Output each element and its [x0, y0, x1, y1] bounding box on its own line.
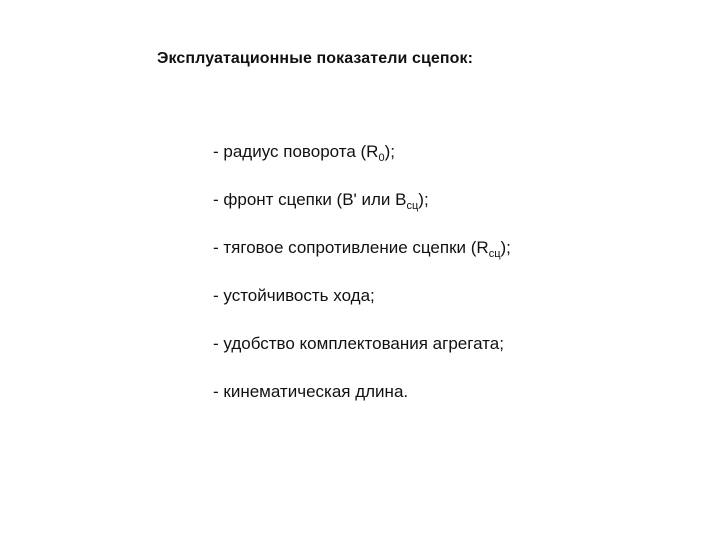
- item-text-end: );: [384, 142, 395, 161]
- item-text: - радиус поворота (R: [213, 142, 379, 161]
- item-text-end: );: [500, 238, 511, 257]
- item-subscript: сц: [488, 248, 501, 260]
- list-item-stability: [213, 286, 511, 334]
- item-text-end: );: [418, 190, 429, 209]
- slide-title: Эксплуатационные показатели сцепок:: [157, 50, 474, 67]
- item-subscript: 0: [378, 152, 385, 164]
- item-text: - устойчивость хода;: [213, 286, 375, 305]
- item-text: - удобство комплектования агрегата;: [213, 334, 504, 353]
- item-text: - фронт сцепки (B' или B: [213, 190, 407, 209]
- list-item-turning-radius: [213, 142, 511, 190]
- indicator-list: [213, 142, 511, 430]
- list-item-assembly-convenience: [213, 334, 511, 382]
- item-text: - тяговое сопротивление сцепки (R: [213, 238, 489, 257]
- item-text: - кинематическая длина.: [213, 382, 409, 401]
- list-item-hitch-front: [213, 190, 511, 238]
- list-item-kinematic-length: [213, 382, 511, 430]
- list-item-traction-resistance: [213, 238, 511, 286]
- item-subscript: сц: [406, 200, 419, 212]
